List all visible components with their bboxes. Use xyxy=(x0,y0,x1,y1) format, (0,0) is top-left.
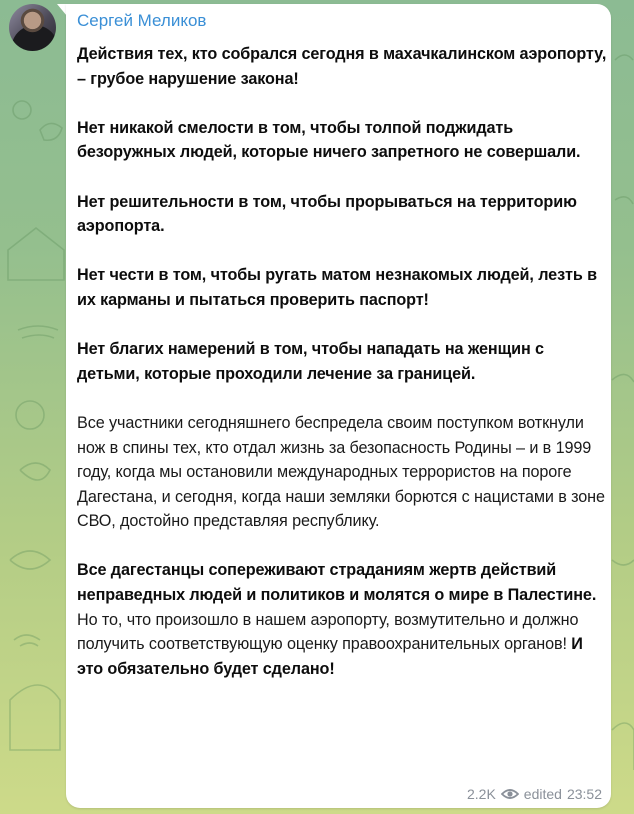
author-avatar[interactable] xyxy=(9,4,56,51)
paragraph: Нет решительности в том, чтобы прорываться на территорию аэропорта. xyxy=(77,192,577,236)
paragraph: Нет чести в том, чтобы ругать матом незнакомых людей, лезть в их карманы и пытаться проверить паспорт! xyxy=(77,266,597,309)
message-bubble xyxy=(66,4,611,808)
edited-label: edited xyxy=(523,786,562,802)
paragraph: Действия тех, кто собрался сегодня в махачкалинском аэропорту, – грубое нарушение закона! xyxy=(77,45,607,88)
message-time: 23:52 xyxy=(566,786,602,802)
bold-text: И это обязательно будет сделано! xyxy=(77,635,583,678)
paragraph-final xyxy=(77,558,607,681)
paragraph: Нет никакой смелости в том, чтобы толпой поджидать безоружных людей, которые ничего запретного не совершали. xyxy=(77,118,581,162)
message-text xyxy=(77,42,607,681)
paragraph: Нет благих намерений в том, чтобы нападать на женщин с детьми, которые проходили лечение за границей. xyxy=(77,340,544,383)
view-count: 2.2K xyxy=(466,786,496,802)
author-name[interactable]: Сергей Меликов xyxy=(77,11,207,30)
eye-icon xyxy=(501,788,519,800)
bold-text: Все дагестанцы сопереживают страданиям жертв действий неправедных людей и политиков и молятся о мире в Палестине. xyxy=(77,561,597,605)
message-meta xyxy=(467,786,602,802)
paragraph: Все участники сегодняшнего беспредела своим поступком воткнули нож в спины тех, кто отдал жизнь за безопасность Родины – и в 1999 году, когда мы остановили международных террористов на пороге Дагестана, и сегодня, когда наши земляки борются с нацистами в зоне СВО, достойно представляя республику. xyxy=(77,413,605,531)
plain-text: Но то, что произошло в нашем аэропорту, возмутительно и должно получить соответствующую оценку правоохранительных органов! xyxy=(77,610,579,654)
